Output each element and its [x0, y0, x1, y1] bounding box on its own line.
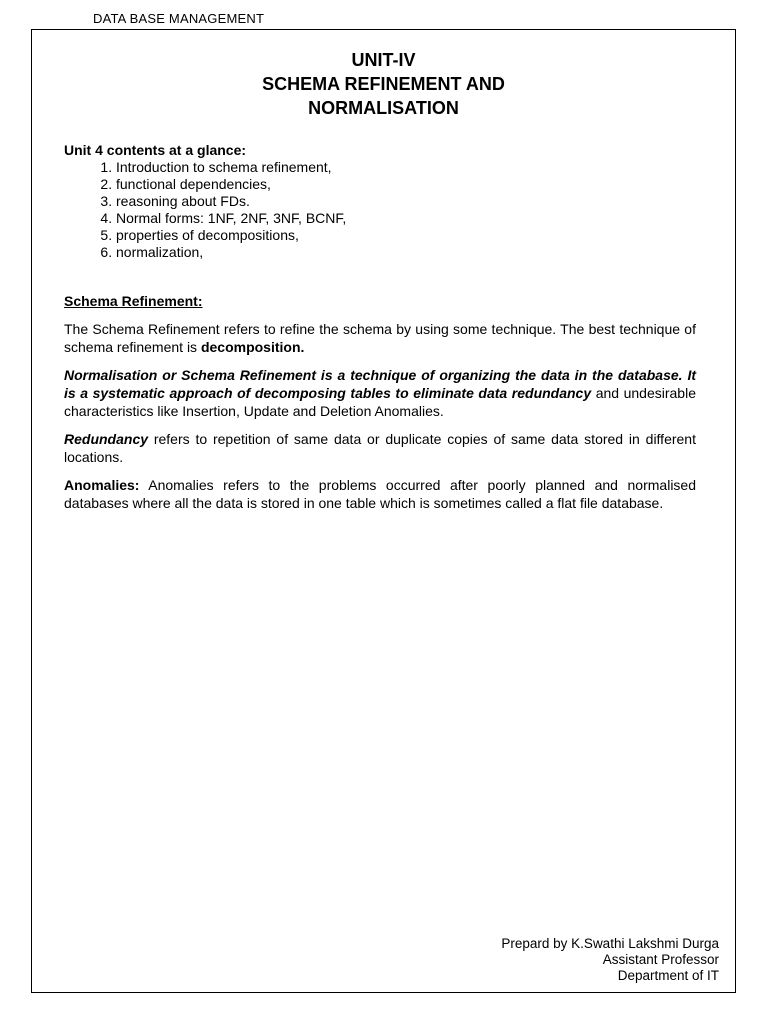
paragraph-text: and undesirable characteristics like Insertion, Update and Deletion Anomalies. — [64, 385, 696, 419]
title-line-1: SCHEMA REFINEMENT AND — [262, 74, 505, 94]
page-title — [32, 48, 735, 120]
title-line-2: NORMALISATION — [308, 98, 459, 118]
footer-designation: Assistant Professor — [602, 952, 719, 967]
schema-refinement-section — [64, 292, 696, 522]
section-heading: Schema Refinement: — [64, 293, 203, 309]
list-item: 1. Introduction to schema refinement, — [116, 159, 346, 176]
paragraph-normalisation — [64, 366, 696, 420]
author-footer — [501, 936, 719, 984]
paragraph-text: refers to repetition of same data or duplicate copies of same data stored in different locations. — [64, 431, 696, 465]
paragraph-definition — [64, 320, 696, 356]
page-frame — [31, 29, 736, 993]
list-item: 3. reasoning about FDs. — [116, 193, 346, 210]
paragraph-redundancy — [64, 430, 696, 466]
paragraph-text: The Schema Refinement refers to refine the schema by using some technique. The best technique of schema refinement is — [64, 321, 696, 355]
list-item: 6. normalization, — [116, 244, 346, 261]
list-item: 4. Normal forms: 1NF, 2NF, 3NF, BCNF, — [116, 210, 346, 227]
list-item: 2. functional dependencies, — [116, 176, 346, 193]
paragraph-anomalies — [64, 476, 696, 512]
title-unit: UNIT-IV — [351, 50, 416, 70]
contents-section — [64, 142, 346, 261]
footer-department: Department of IT — [617, 968, 719, 983]
footer-author: Prepard by K.Swathi Lakshmi Durga — [501, 936, 719, 951]
running-header: DATA BASE MANAGEMENT — [93, 11, 265, 26]
paragraph-text: Anomalies refers to the problems occurred after poorly planned and normalised databases where all the data is stored in one table which is sometimes called a flat file database. — [64, 477, 696, 511]
emphasis-text: decomposition. — [200, 339, 305, 355]
contents-list — [64, 159, 346, 261]
list-item: 5. properties of decompositions, — [116, 227, 346, 244]
emphasis-text: Normalisation or Schema Refinement is a technique of organizing the data in the database. It is a systematic approach of decomposing tables to eliminate data redundancy — [64, 367, 696, 401]
emphasis-text: Redundancy — [64, 431, 149, 447]
contents-heading: Unit 4 contents at a glance: — [64, 142, 247, 158]
emphasis-text: Anomalies: — [64, 477, 140, 493]
